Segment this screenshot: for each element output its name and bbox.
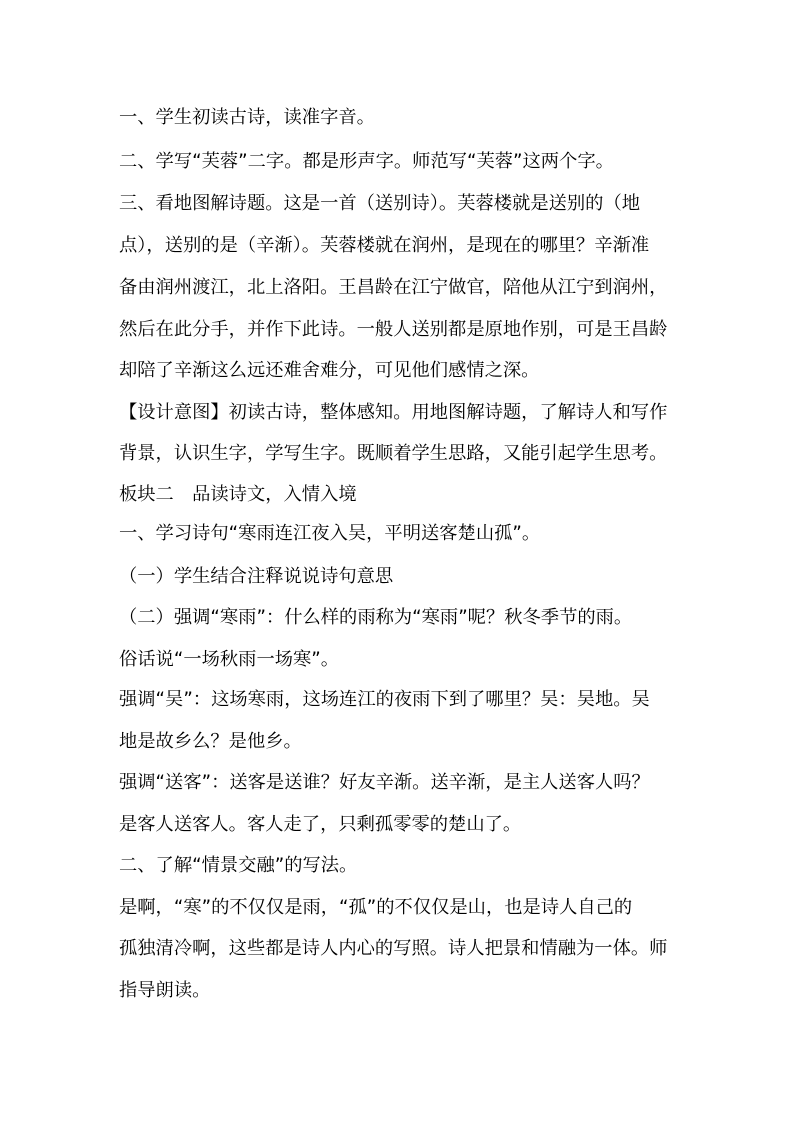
text-line: 点），送别的是（辛渐）。芙蓉楼就在润州，是现在的哪里？辛渐准 [119,235,650,256]
text-line: 然后在此分手，并作下此诗。一般人送别都是原地作别，可是王昌龄 [119,319,668,340]
text-line: 强调“吴”：这场寒雨，这场连江的夜雨下到了哪里？吴：吴地。吴 [119,689,650,710]
text-line: （一）学生结合注释说说诗句意思 [119,566,394,587]
text-line: 备由润州渡江，北上洛阳。王昌龄在江宁做官，陪他从江宁到润州， [119,277,668,298]
text-line: 俗话说“一场秋雨一场寒”。 [119,649,340,670]
text-line: 指导朗读。 [119,980,211,1001]
text-line: 二、了解“情景交融”的写法。 [119,855,358,876]
text-line: 一、学生初读古诗，读准字音。 [119,107,375,128]
text-line: （二）强调“寒雨”：什么样的雨称为“寒雨”呢？秋冬季节的雨。 [119,607,633,628]
text-line: 地是故乡么？是他乡。 [119,731,302,752]
text-line: 三、看地图解诗题。这是一首（送别诗）。芙蓉楼就是送别的（地 [119,193,641,214]
text-line: 【设计意图】初读古诗，整体感知。用地图解诗题，了解诗人和写作 [119,402,668,423]
text-line: 一、学习诗句“寒雨连江夜入吴，平明送客楚山孤”。 [119,523,541,544]
text-line: 却陪了辛渐这么远还难舍难分，可见他们感情之深。 [119,360,540,381]
text-line: 是客人送客人。客人走了，只剩孤零零的楚山了。 [119,814,522,835]
text-line: 孤独清冷啊，这些都是诗人内心的写照。诗人把景和情融为一体。师 [119,938,668,959]
text-line: 背景，认识生字，学写生字。既顺着学生思路，又能引起学生思考。 [119,443,668,464]
text-line: 二、学写“芙蓉”二字。都是形声字。师范写“芙蓉”这两个字。 [119,151,614,172]
text-line: 强调“送客”：送客是送谁？好友辛渐。送辛渐，是主人送客人吗？ [119,772,650,793]
text-line: 是啊，“寒”的不仅仅是雨，“孤”的不仅仅是山，也是诗人自己的 [119,897,633,918]
section-heading: 板块二 品读诗文，入情入境 [119,484,357,505]
